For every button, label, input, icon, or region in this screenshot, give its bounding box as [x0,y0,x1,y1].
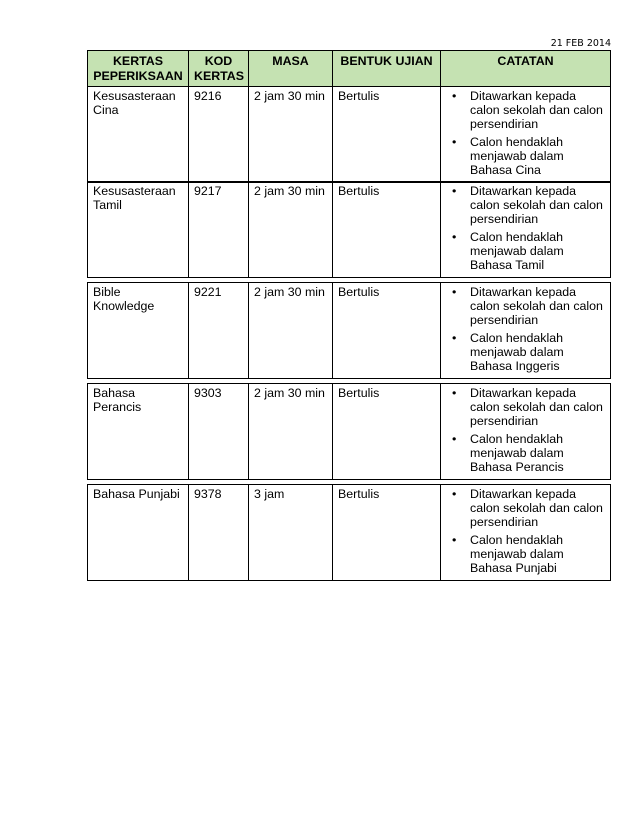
column-header-format: BENTUK UJIAN [333,51,441,87]
cell-notes [441,384,611,480]
table-row [88,87,611,183]
bullet-icon: • [452,184,457,198]
exam-table-3 [87,282,611,379]
header-date: 21 FEB 2014 [550,38,611,49]
cell-paper: Bahasa Perancis [88,384,189,480]
cell-notes [441,87,611,183]
bullet-icon: • [452,432,457,446]
cell-format: Bertulis [333,182,441,278]
cell-duration: 2 jam 30 min [249,384,333,480]
bullet-icon: • [452,331,457,345]
note-item: • Ditawarkan kepada calon sekolah dan calon persendirian [452,89,603,131]
notes-list [446,89,605,177]
bullet-icon: • [452,487,457,501]
cell-paper: Bahasa Punjabi [88,485,189,581]
cell-code: 9221 [189,283,249,379]
cell-paper: Bible Knowledge [88,283,189,379]
header-row [88,51,611,87]
note-item: • Ditawarkan kepada calon sekolah dan calon persendirian [452,487,603,529]
table-row [88,182,611,278]
notes-list [446,184,605,272]
column-header-code: KOD KERTAS [189,51,249,87]
cell-duration: 3 jam [249,485,333,581]
exam-table-4 [87,383,611,480]
cell-notes [441,283,611,379]
note-item: • Calon hendaklah menjawab dalam Bahasa Cina [452,135,564,177]
header-table [87,50,611,183]
cell-duration: 2 jam 30 min [249,87,333,183]
note-item: • Calon hendaklah menjawab dalam Bahasa Punjabi [452,533,564,575]
table-row [88,384,611,480]
note-item: • Calon hendaklah menjawab dalam Bahasa Tamil [452,230,564,272]
cell-format: Bertulis [333,87,441,183]
cell-paper: Kesusasteraan Tamil [88,182,189,278]
exam-table-5 [87,484,611,581]
cell-notes [441,182,611,278]
cell-duration: 2 jam 30 min [249,283,333,379]
table-row [88,485,611,581]
cell-code: 9303 [189,384,249,480]
notes-list [446,487,605,575]
cell-paper: Kesusasteraan Cina [88,87,189,183]
note-item: • Ditawarkan kepada calon sekolah dan calon persendirian [452,184,603,226]
note-item: • Calon hendaklah menjawab dalam Bahasa Inggeris [452,331,564,373]
bullet-icon: • [452,533,457,547]
notes-list [446,386,605,474]
cell-code: 9217 [189,182,249,278]
bullet-icon: • [452,230,457,244]
bullet-icon: • [452,386,457,400]
cell-format: Bertulis [333,485,441,581]
bullet-icon: • [452,285,457,299]
cell-code: 9378 [189,485,249,581]
column-header-paper: KERTAS PEPERIKSAAN [88,51,189,87]
notes-list [446,285,605,373]
note-item: • Ditawarkan kepada calon sekolah dan calon persendirian [452,386,603,428]
cell-notes [441,485,611,581]
note-item: • Ditawarkan kepada calon sekolah dan calon persendirian [452,285,603,327]
column-header-duration: MASA [249,51,333,87]
cell-format: Bertulis [333,283,441,379]
note-item: • Calon hendaklah menjawab dalam Bahasa Perancis [452,432,564,474]
cell-duration: 2 jam 30 min [249,182,333,278]
bullet-icon: • [452,135,457,149]
table-row [88,283,611,379]
exam-table-2 [87,181,611,278]
column-header-notes: CATATAN [441,51,611,87]
cell-format: Bertulis [333,384,441,480]
bullet-icon: • [452,89,457,103]
cell-code: 9216 [189,87,249,183]
